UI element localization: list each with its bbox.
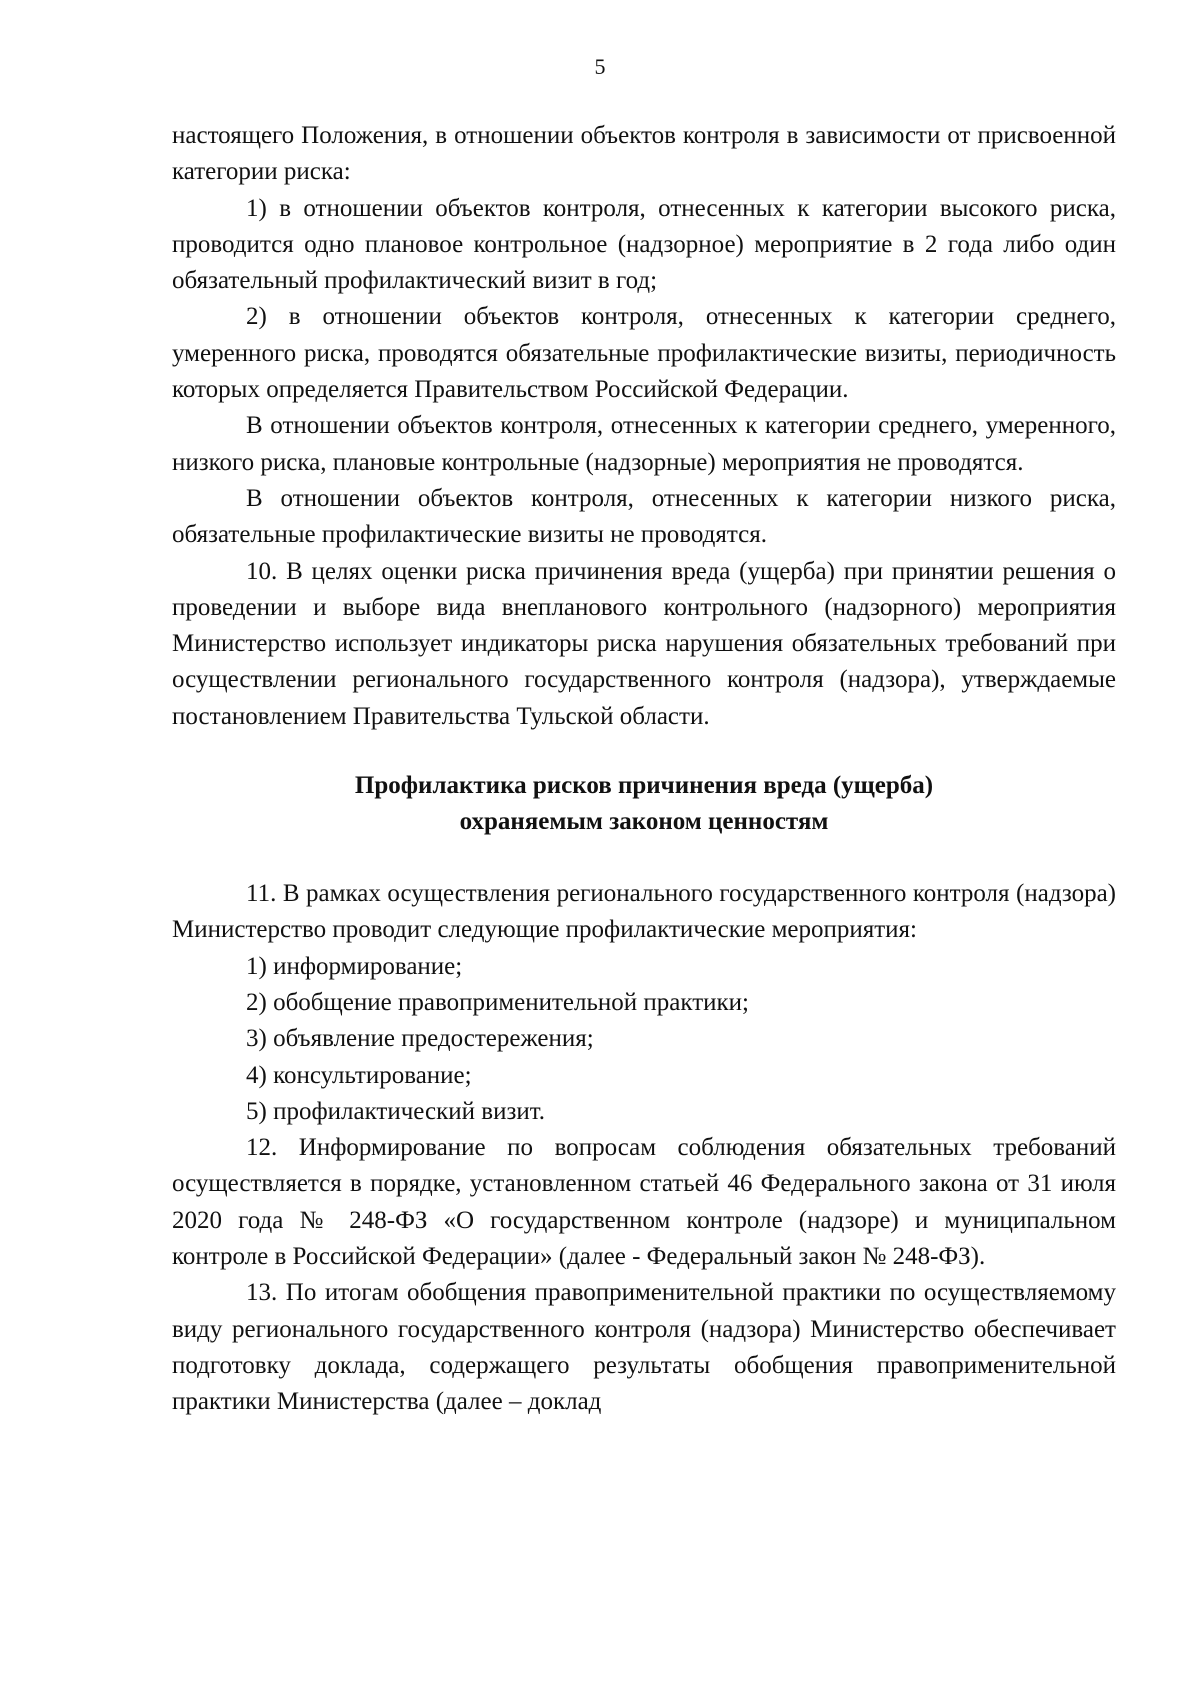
list-item-3: 3) объявление предостережения; <box>246 1025 594 1053</box>
paragraph-medium-low-risk: В отношении объектов контроля, отнесенных к категории среднего, умеренного, низкого риска, плановые контрольные (надзорные) мероприятия не проводятся. <box>172 412 1116 476</box>
list-item-4: 4) консультирование; <box>246 1061 472 1089</box>
paragraph-12: 12. Информирование по вопросам соблюдения обязательных требований осуществляется в порядке, установленном статьей 46 Федерального закона от 31 июля 2020 года № 248-ФЗ «О государственном контроле (надзоре) и муниципальном контроле в Российской Федерации» (далее - Федеральный закон № 248-ФЗ). <box>172 1134 1116 1271</box>
document-body <box>172 118 1116 1421</box>
section-heading-line-1: Профилактика рисков причинения вреда (ущерба) <box>354 772 934 800</box>
list-item-5: 5) профилактический визит. <box>246 1097 545 1125</box>
paragraph-10: 10. В целях оценки риска причинения вреда (ущерба) при принятии решения о проведении и выборе вида внепланового контрольного (надзорного) мероприятия Министерство использует индикаторы риска нарушения обязательных требований при осуществлении регионального государственного контроля (надзора), утверждаемые постановлением Правительства Тульской области. <box>172 557 1116 730</box>
list-item-2: 2) обобщение правоприменительной практики; <box>246 988 749 1016</box>
page-number: 5 <box>594 54 606 79</box>
paragraph-11: 11. В рамках осуществления регионального государственного контроля (надзора) Министерство проводит следующие профилактические мероприятия: <box>172 880 1116 944</box>
list-item-1: 1) информирование; <box>246 952 463 980</box>
section-heading-line-2: охраняемым законом ценностям <box>459 808 829 836</box>
paragraph-low-risk: В отношении объектов контроля, отнесенных к категории низкого риска, обязательные профилактические визиты не проводятся. <box>172 484 1116 549</box>
section-heading <box>172 768 1116 840</box>
paragraph-item-1: 1) в отношении объектов контроля, отнесенных к категории высокого риска, проводится одно плановое контрольное (надзорное) мероприятие в 2 года либо один обязательный профилактический визит в год; <box>172 194 1116 295</box>
paragraph-13: 13. По итогам обобщения правоприменительной практики по осуществляемому виду регионального государственного контроля (надзора) Министерство обеспечивает подготовку доклада, содержащего результаты обобщения правоприменительной практики Министерства (далее – доклад <box>172 1279 1116 1416</box>
paragraph-continuation: настоящего Положения, в отношении объектов контроля в зависимости от присвоенной категории риска: <box>172 122 1116 186</box>
paragraph-item-2: 2) в отношении объектов контроля, отнесенных к категории среднего, умеренного риска, проводятся обязательные профилактические визиты, периодичность которых определяется Правительством Российской Федерации. <box>172 303 1116 404</box>
